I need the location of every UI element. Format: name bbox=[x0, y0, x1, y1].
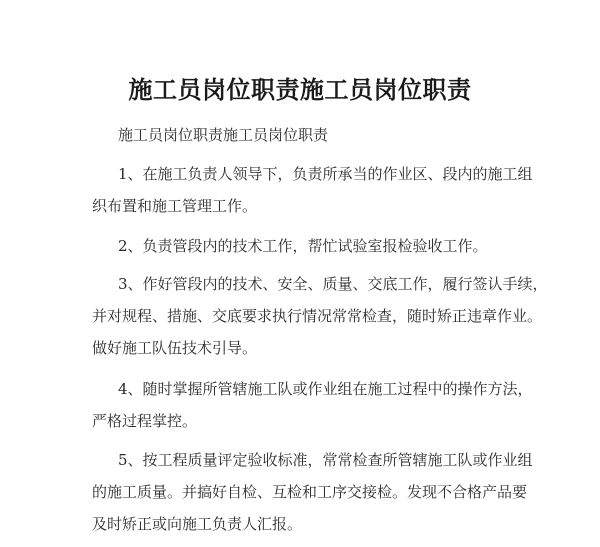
duty-paragraph-5 bbox=[92, 444, 532, 540]
paragraph-line: 5、按工程质量评定验收标准，常常检查所管辖施工队或作业组 bbox=[118, 451, 533, 469]
paragraph-line: 1、在施工负责人领导下，负责所承当的作业区、段内的施工组 bbox=[118, 165, 533, 183]
paragraph-line: 做好施工队伍技术引导。 bbox=[92, 339, 258, 357]
duty-paragraph-4 bbox=[92, 373, 532, 437]
duty-paragraph-3 bbox=[92, 268, 548, 364]
paragraph-line: 严格过程掌控。 bbox=[92, 412, 198, 430]
paragraph-line: 并对规程、措施、交底要求执行情况常常检查，随时矫正违章作业。 bbox=[92, 307, 543, 325]
paragraph-line: 织布置和施工管理工作。 bbox=[92, 197, 258, 215]
paragraph-line: 的施工质量。并搞好自检、互检和工序交接检。发现不合格产品要 bbox=[92, 483, 528, 501]
document-subtitle: 施工员岗位职责施工员岗位职责 bbox=[118, 126, 329, 144]
paragraph-line: 3、作好管段内的技术、安全、质量、交底工作，履行签认手续， bbox=[118, 275, 548, 293]
paragraph-line: 4、随时掌握所管辖施工队或作业组在施工过程中的操作方法， bbox=[118, 380, 533, 398]
document-title: 施工员岗位职责施工员岗位职责 bbox=[128, 75, 472, 104]
duty-paragraph-2 bbox=[92, 230, 532, 262]
paragraph-line: 及时矫正或向施工负责人汇报。 bbox=[92, 515, 303, 533]
paragraph-line: 2、负责管段内的技术工作，帮忙试验室报检验收工作。 bbox=[118, 237, 488, 255]
duty-paragraph-1 bbox=[92, 158, 532, 222]
